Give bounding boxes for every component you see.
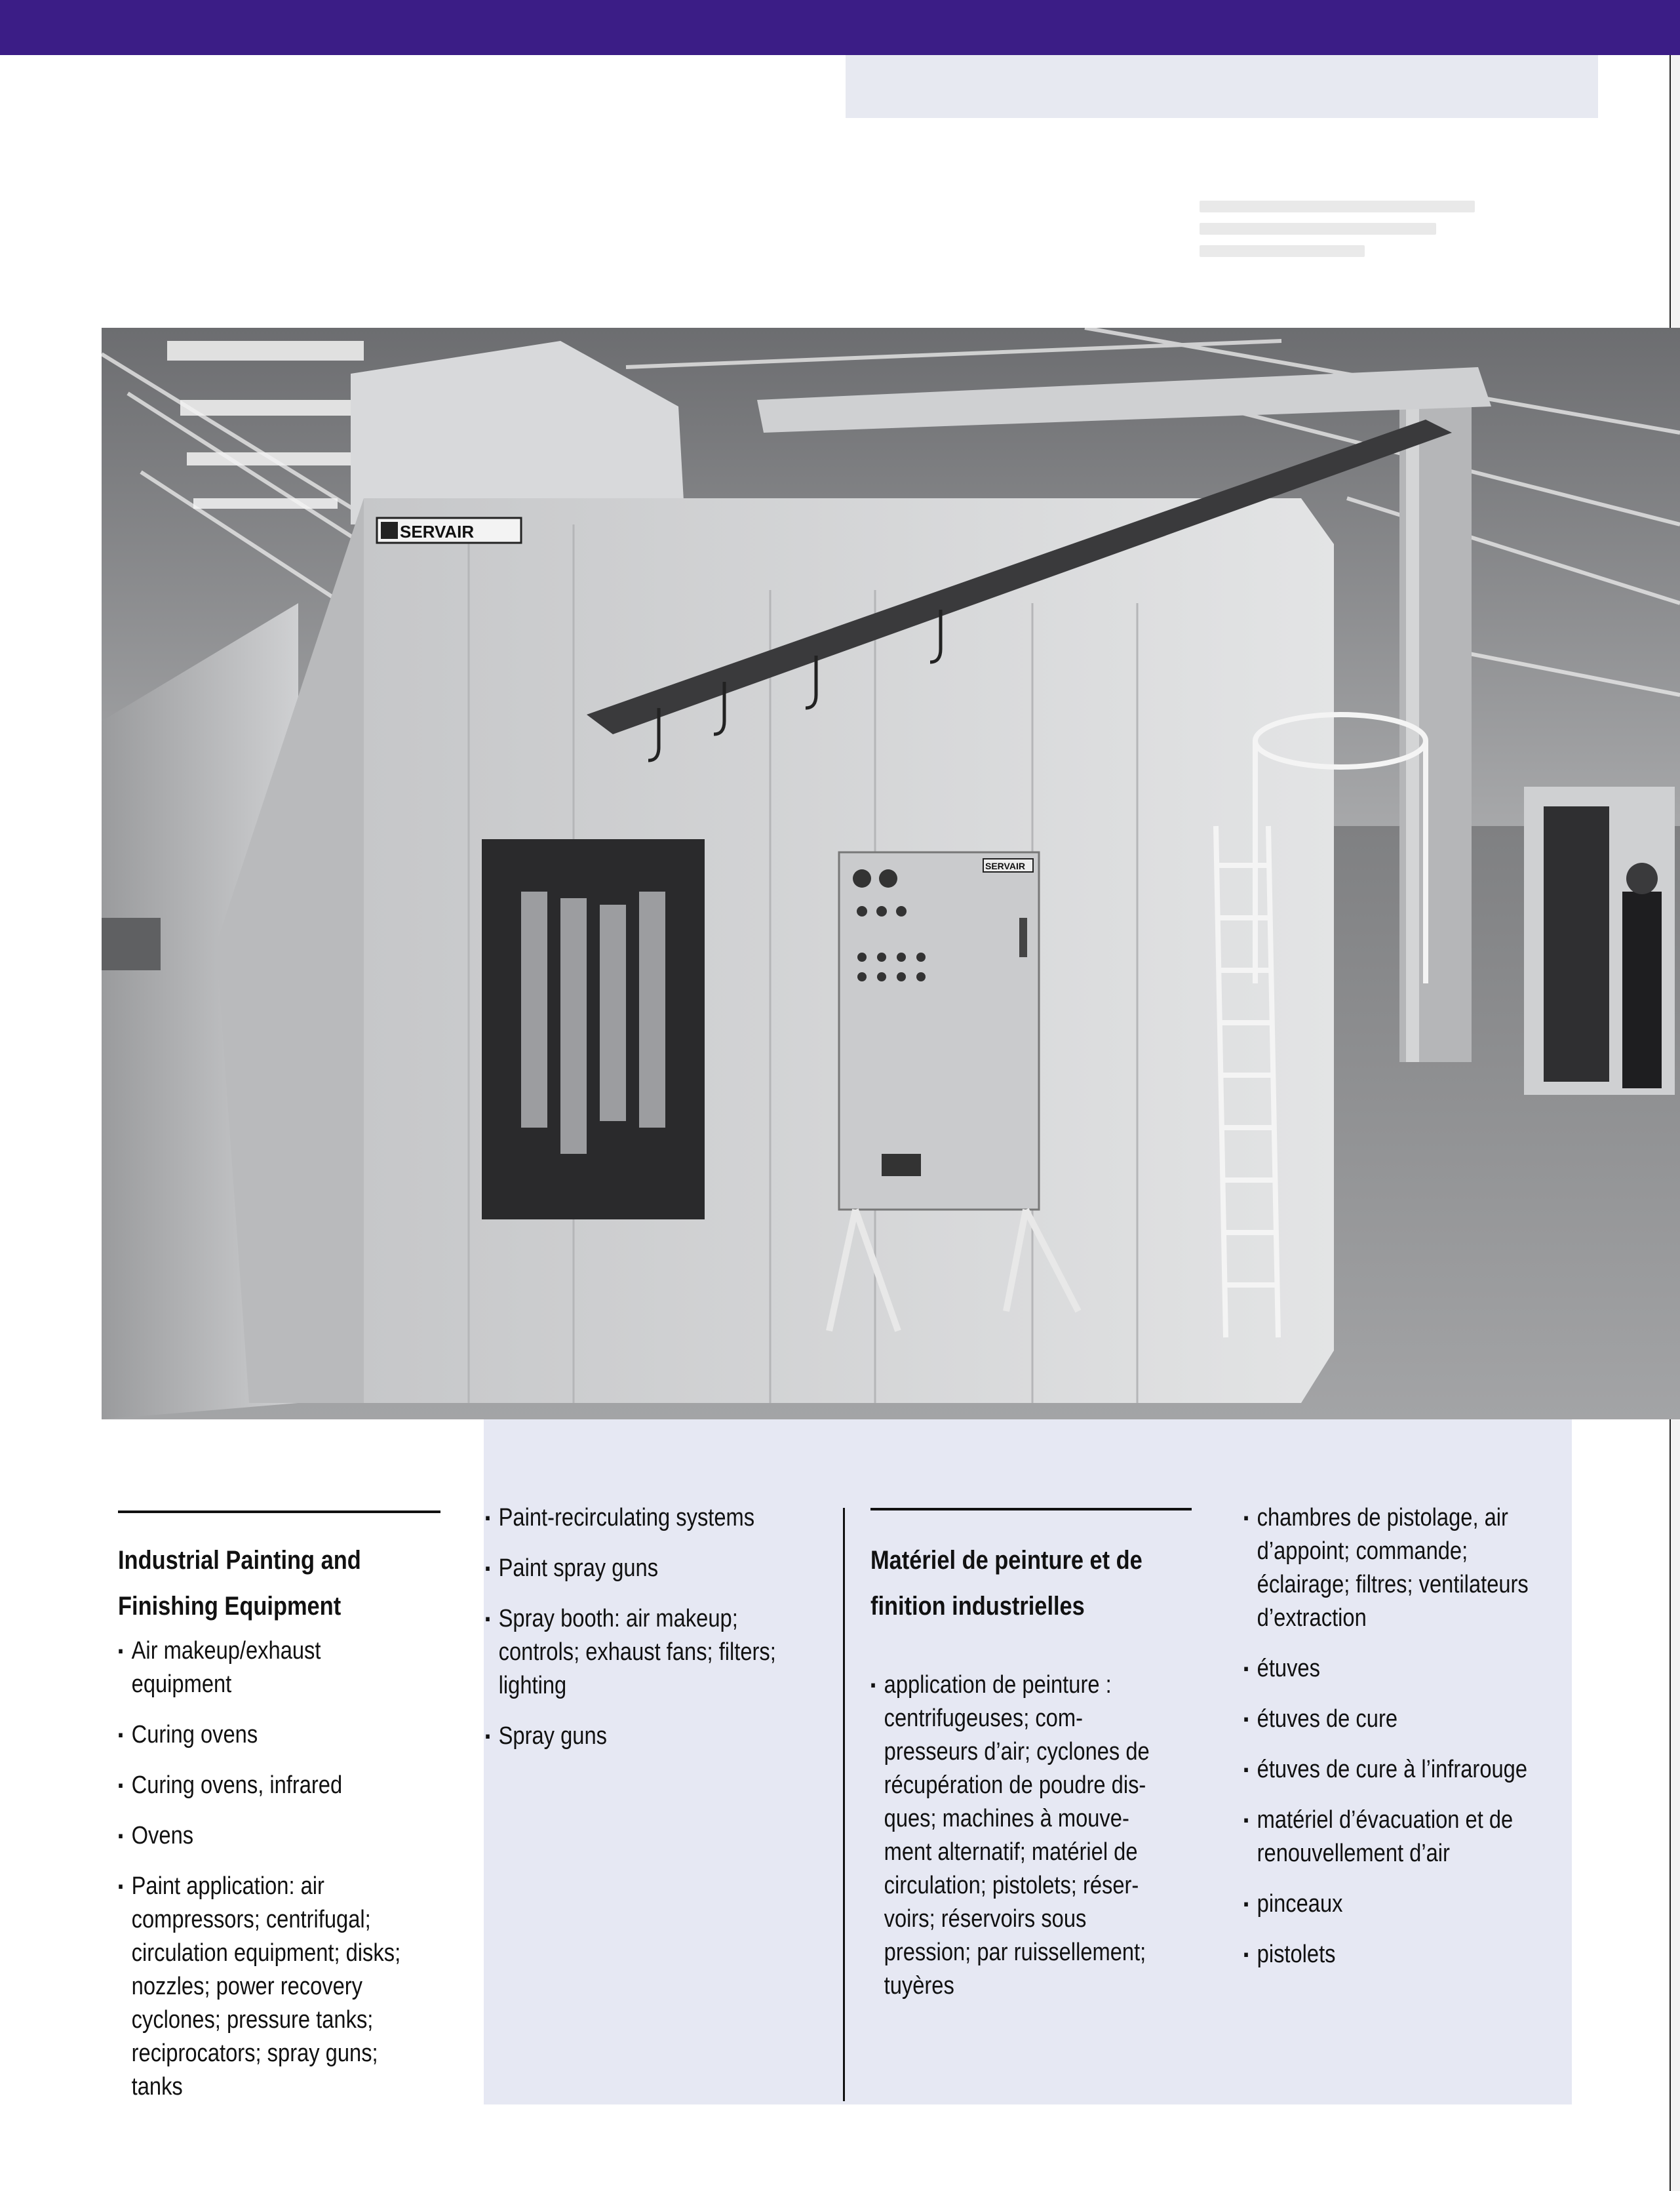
list-item: ▪ Paint spray guns (485, 1552, 812, 1585)
list-item: ▪ pistolets (1243, 1938, 1548, 1971)
rule-col3 (870, 1508, 1192, 1510)
list-item: ▪ chambres de pistolage, air d’appoint; commande; éclairage; filtres; ventilateurs d’extraction (1243, 1501, 1548, 1635)
list-item: ▪ Paint-recirculating systems (485, 1501, 812, 1535)
top-color-band (0, 0, 1680, 55)
bleed-through-address (1200, 201, 1475, 273)
english-column-1 (118, 1537, 411, 2121)
french-column-2 (1243, 1501, 1548, 1988)
list-item: ▪ étuves de cure (1243, 1703, 1548, 1736)
list-item: ▪ Paint application: air compressors; centrifugal; circulation equipment; disks; nozzles; power recovery cyclones; pressure tanks; reciprocators; spray guns; tanks (118, 1870, 411, 2104)
list-item: ▪ Curing ovens (118, 1718, 411, 1752)
header-bleed-through (846, 55, 1598, 118)
list-item: ▪ Ovens (118, 1819, 411, 1853)
list-item: ▪ Curing ovens, infrared (118, 1769, 411, 1802)
french-column-1 (870, 1537, 1167, 2003)
rule-col1 (118, 1510, 440, 1513)
french-heading: Matériel de peinture et de finition industrielles (870, 1546, 1143, 1621)
list-item: ▪ application de peinture : centrifugeuses; com- presseurs d’air; cyclones de récupération de poudre dis- ques; machines à mouve- ment alternatif; matériel de circulation; pistolets; réser- voirs; réservoirs sous pression; par ruissellement; tuyères (870, 1668, 1167, 2003)
list-item: ▪ étuves (1243, 1652, 1548, 1686)
english-column-2 (485, 1501, 812, 1770)
column-divider (843, 1508, 845, 2101)
list-item: ▪ Spray guns (485, 1720, 812, 1753)
english-list-1 (118, 1634, 411, 2104)
panel-brand-label: SERVAIR (985, 861, 1025, 871)
list-item: ▪ Air makeup/exhaust equipment (118, 1634, 411, 1701)
list-item: ▪ étuves de cure à l’infrarouge (1243, 1753, 1548, 1786)
spray-booth-photo (102, 328, 1680, 1419)
english-heading: Industrial Painting and Finishing Equipment (118, 1546, 361, 1621)
french-list-2 (1243, 1501, 1548, 1971)
booth-brand-label: SERVAIR (400, 522, 475, 542)
french-list-1 (870, 1668, 1167, 2003)
list-item: ▪ matériel d’évacuation et de renouvellement d’air (1243, 1804, 1548, 1870)
english-list-2 (485, 1501, 812, 1753)
list-item: ▪ Spray booth: air makeup; controls; exhaust fans; filters; lighting (485, 1602, 812, 1703)
list-item: ▪ pinceaux (1243, 1887, 1548, 1921)
